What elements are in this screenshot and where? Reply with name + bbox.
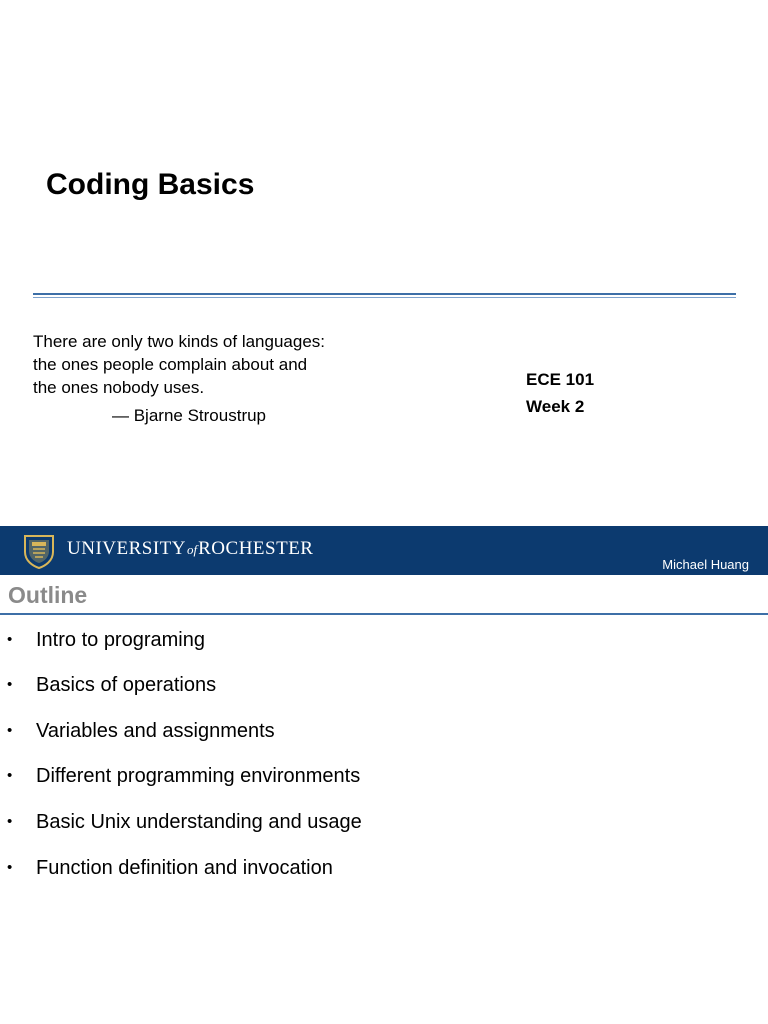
bullet-icon: •: [7, 676, 13, 693]
outline-heading: Outline: [8, 582, 88, 608]
wordmark-part-1: UNIVERSITY: [67, 538, 186, 559]
quote-attribution: — Bjarne Stroustrup: [112, 406, 267, 425]
course-code: ECE 101: [526, 370, 595, 389]
list-item-text: Basics of operations: [36, 674, 217, 696]
quote-line-3: the ones nobody uses.: [33, 378, 205, 397]
university-banner: [0, 526, 768, 575]
author-name: Michael Huang: [662, 557, 749, 572]
slide-title: Coding Basics: [46, 168, 255, 201]
university-seal-icon: [22, 533, 56, 569]
wordmark-part-2: ROCHESTER: [198, 538, 314, 559]
bullet-icon: •: [7, 767, 13, 784]
wordmark-of: of: [187, 542, 198, 557]
bullet-icon: •: [7, 859, 13, 876]
outline-divider: [0, 613, 768, 615]
title-divider: [33, 293, 736, 295]
list-item-text: Variables and assignments: [36, 720, 275, 742]
bullet-icon: •: [7, 631, 13, 648]
quote-line-2: the ones people complain about and: [33, 355, 308, 374]
list-item-text: Basic Unix understanding and usage: [36, 811, 362, 833]
bullet-icon: •: [7, 813, 13, 830]
bullet-icon: •: [7, 722, 13, 739]
list-item-text: Intro to programing: [36, 629, 205, 651]
course-week: Week 2: [526, 397, 585, 416]
list-item-text: Different programming environments: [36, 765, 361, 787]
title-divider-thin: [33, 297, 736, 298]
university-wordmark: [67, 538, 313, 560]
list-item-text: Function definition and invocation: [36, 857, 333, 879]
quote-line-1: There are only two kinds of languages:: [33, 332, 326, 351]
